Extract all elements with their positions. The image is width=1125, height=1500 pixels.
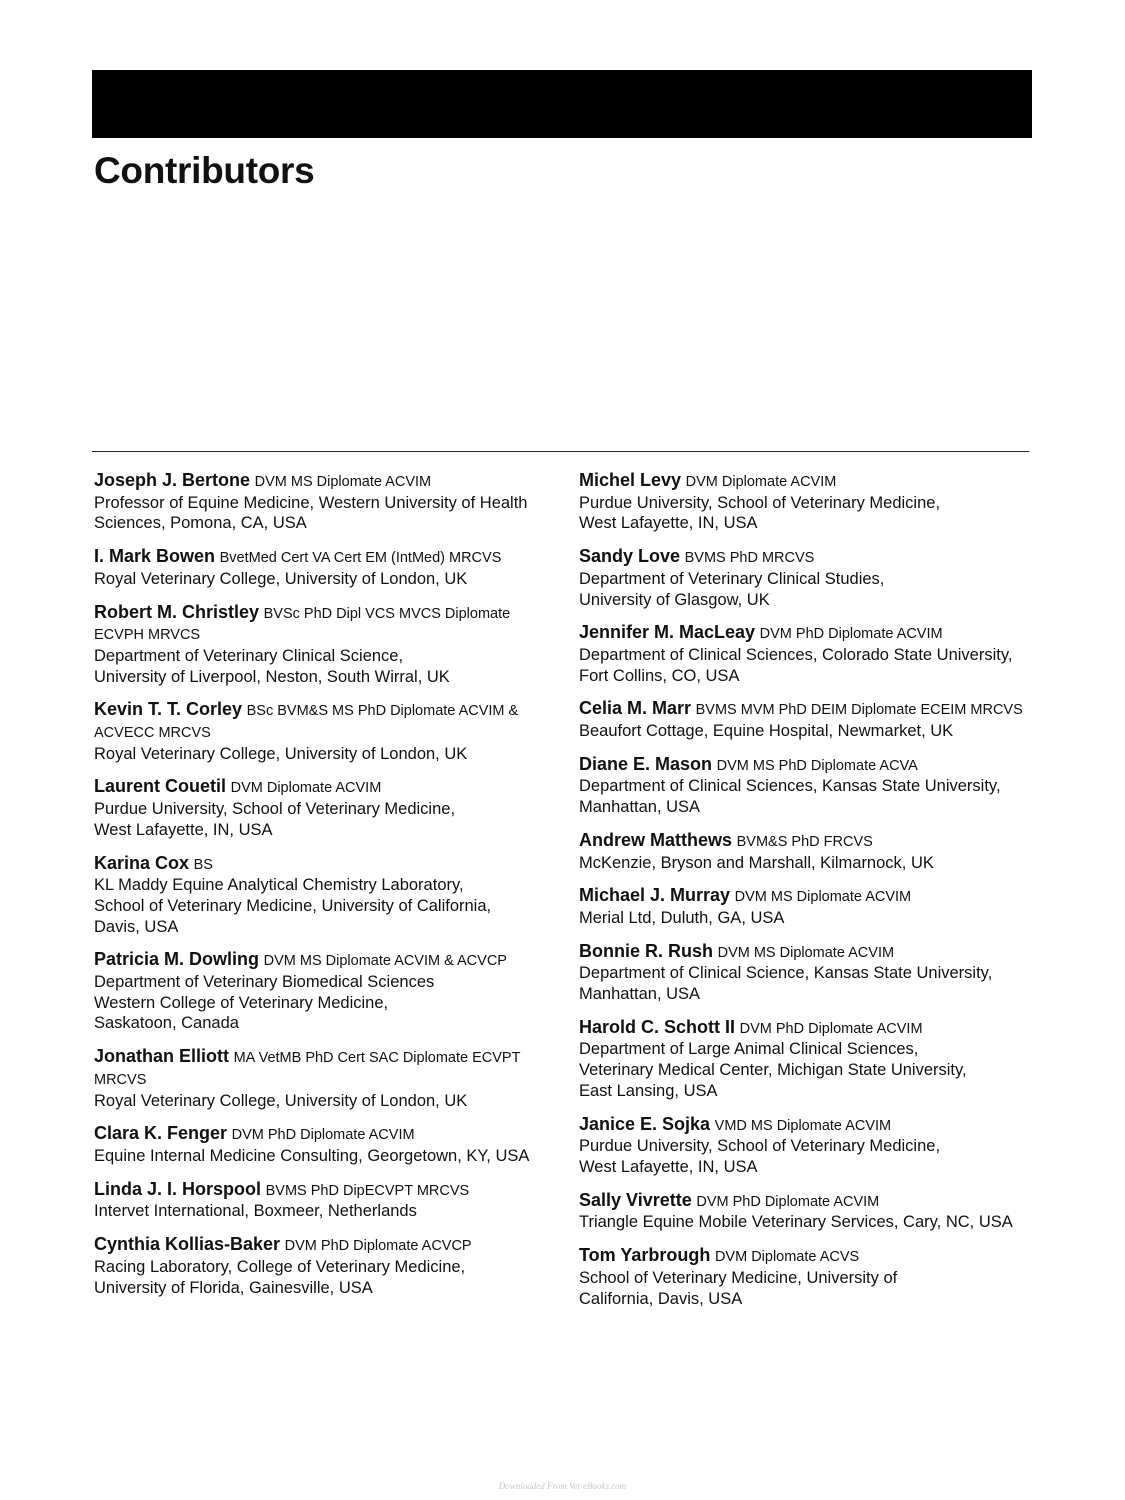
contributor-credentials: DVM PhD Diplomate ACVIM <box>739 1020 923 1037</box>
contributor-name: Cynthia Kollias-Baker <box>94 1234 281 1255</box>
contributor-affiliation-line: Beaufort Cottage, Equine Hospital, Newmarket, UK <box>579 722 954 741</box>
contributor-name: Tom Yarbrough <box>579 1245 711 1266</box>
contributor-affiliation-line: Department of Clinical Science, Kansas State University, <box>579 964 993 983</box>
contributor-entry <box>94 1179 554 1222</box>
contributor-entry <box>94 546 554 589</box>
contributor-affiliation-line: Purdue University, School of Veterinary Medicine, <box>579 493 941 512</box>
contributor-credentials: DVM Diplomate ACVIM <box>685 474 837 490</box>
contributor-name: Bonnie R. Rush <box>579 940 713 961</box>
contributor-credentials: DVM MS Diplomate ACVIM & ACVCP <box>263 953 507 970</box>
contributor-name: Joseph J. Bertone <box>94 470 251 490</box>
contributor-name: Harold C. Schott II <box>579 1016 736 1037</box>
contributor-entry <box>579 1190 1039 1233</box>
contributor-affiliation-line: Merial Ltd, Duluth, GA, USA <box>579 908 785 927</box>
contributor-entry <box>579 1245 1039 1309</box>
contributor-affiliation-line: Department of Veterinary Clinical Studies, <box>579 569 885 588</box>
contributor-credentials: DVM PhD Diplomate ACVIM <box>759 626 943 643</box>
header-black-bar <box>92 70 1032 138</box>
contributor-name: Sandy Love <box>579 546 681 567</box>
contributor-affiliation-line: University of Florida, Gainesville, USA <box>94 1278 373 1297</box>
contributor-entry <box>579 941 1039 1005</box>
contributors-right-column <box>579 470 1039 1321</box>
contributor-credentials: VMD MS Diplomate ACVIM <box>714 1117 892 1134</box>
contributor-credentials: BVM&S PhD FRCVS <box>736 833 873 850</box>
contributor-entry <box>94 602 554 688</box>
contributor-affiliation-line: University of Liverpool, Neston, South Wirral, UK <box>94 667 450 686</box>
contributor-credentials: DVM PhD Diplomate ACVIM <box>696 1193 880 1210</box>
contributor-name: Jennifer M. MacLeay <box>579 622 756 643</box>
contributor-affiliation-line: Davis, USA <box>94 917 179 936</box>
contributor-affiliation-line: McKenzie, Bryson and Marshall, Kilmarnock, UK <box>579 853 934 872</box>
contributor-affiliation-line: Manhattan, USA <box>579 985 701 1004</box>
contributor-entry <box>94 853 554 938</box>
contributor-credentials: BVMS PhD DipECVPT MRCVS <box>265 1182 470 1199</box>
contributor-credentials: DVM Diplomate ACVIM <box>230 780 382 797</box>
contributor-affiliation-line: Intervet International, Boxmeer, Netherlands <box>94 1202 417 1221</box>
contributor-affiliation-line: Equine Internal Medicine Consulting, Georgetown, KY, USA <box>94 1146 530 1165</box>
contributor-affiliation-line: School of Veterinary Medicine, University of <box>579 1268 898 1287</box>
contributor-affiliation-line: Professor of Equine Medicine, Western University of Health <box>94 493 528 512</box>
contributor-affiliation-line: West Lafayette, IN, USA <box>579 514 758 533</box>
contributor-credentials: DVM Diplomate ACVS <box>714 1249 860 1266</box>
contributor-affiliation-line: Western College of Veterinary Medicine, <box>94 993 389 1012</box>
contributor-affiliation-line: Department of Veterinary Biomedical Sciences <box>94 973 435 992</box>
contributor-affiliation-line: KL Maddy Equine Analytical Chemistry Laboratory, <box>94 876 464 895</box>
contributor-entry <box>94 699 554 764</box>
contributor-entry <box>94 470 554 534</box>
contributor-entry <box>579 754 1039 818</box>
contributor-entry <box>579 885 1039 928</box>
contributor-affiliation-line: Royal Veterinary College, University of London, UK <box>94 744 468 763</box>
contributor-entry <box>94 1123 554 1166</box>
contributor-name: I. Mark Bowen <box>94 546 216 567</box>
contributor-affiliation-line: Triangle Equine Mobile Veterinary Services, Cary, NC, USA <box>579 1213 1013 1232</box>
contributor-affiliation-line: West Lafayette, IN, USA <box>579 1157 758 1176</box>
contributor-affiliation-line: Manhattan, USA <box>579 798 701 817</box>
contributor-credentials: BVMS MVM PhD DEIM Diplomate ECEIM MRCVS <box>695 702 1023 719</box>
contributor-credentials: MA VetMB PhD Cert SAC Diplomate ECVPT MRCVS <box>94 1050 521 1088</box>
contributor-entry <box>579 1114 1039 1178</box>
contributor-entry <box>94 1046 554 1111</box>
contributors-left-column <box>94 470 554 1310</box>
contributor-name: Robert M. Christley <box>94 601 260 622</box>
contributor-name: Jonathan Elliott <box>94 1046 229 1067</box>
contributor-name: Patricia M. Dowling <box>94 949 260 970</box>
contributor-affiliation-line: Department of Large Animal Clinical Sciences, <box>579 1040 919 1059</box>
contributor-entry <box>94 776 554 840</box>
contributor-name: Sally Vivrette <box>579 1189 692 1210</box>
contributor-entry <box>579 546 1039 610</box>
contributor-name: Janice E. Sojka <box>579 1113 711 1134</box>
contributor-affiliation-line: Department of Clinical Sciences, Kansas State University, <box>579 777 1001 796</box>
contributor-name: Michael J. Murray <box>579 885 731 906</box>
contributor-credentials: BS <box>193 856 213 873</box>
contributor-credentials: BVSc PhD Dipl VCS MVCS Diplomate ECVPH MRVCS <box>94 605 511 644</box>
contributor-name: Diane E. Mason <box>579 753 713 774</box>
contributor-credentials: BSc BVM&S MS PhD Diplomate ACVIM & ACVECC MRCVS <box>94 703 519 742</box>
contributor-affiliation-line: School of Veterinary Medicine, University of California, <box>94 896 492 915</box>
contributor-affiliation-line: University of Glasgow, UK <box>579 590 770 609</box>
contributor-credentials: DVM MS Diplomate ACVIM <box>717 944 895 961</box>
contributor-affiliation-line: California, Davis, USA <box>579 1289 743 1308</box>
contributor-credentials: DVM MS Diplomate ACVIM <box>734 889 912 906</box>
contributor-entry <box>579 698 1039 741</box>
contributor-credentials: DVM MS PhD Diplomate ACVA <box>716 757 918 774</box>
contributor-affiliation-line: West Lafayette, IN, USA <box>94 820 273 839</box>
contributor-entry <box>579 622 1039 686</box>
contributor-name: Linda J. I. Horspool <box>94 1178 262 1199</box>
contributor-credentials: BVMS PhD MRCVS <box>684 550 815 567</box>
contributor-entry <box>579 470 1039 534</box>
page-title: Contributors <box>94 150 315 191</box>
contributor-affiliation-line: Purdue University, School of Veterinary Medicine, <box>579 1137 941 1156</box>
contributor-affiliation-line: East Lansing, USA <box>579 1081 718 1100</box>
contributor-entry <box>94 949 554 1034</box>
download-watermark: Downloaded From Vet-eBooks.com <box>498 1481 627 1491</box>
contributor-name: Michel Levy <box>579 470 682 490</box>
contributor-affiliation-line: Purdue University, School of Veterinary Medicine, <box>94 800 456 819</box>
contributor-affiliation-line: Department of Clinical Sciences, Colorado State University, <box>579 645 1013 664</box>
contributor-affiliation-line: Department of Veterinary Clinical Science, <box>94 646 404 665</box>
contributor-name: Karina Cox <box>94 852 190 873</box>
contributor-name: Celia M. Marr <box>579 698 692 719</box>
contributor-affiliation-line: Saskatoon, Canada <box>94 1014 239 1033</box>
contributor-credentials: DVM PhD Diplomate ACVIM <box>231 1127 415 1144</box>
section-divider <box>92 451 1029 452</box>
contributor-entry <box>579 1017 1039 1102</box>
contributor-affiliation-line: Fort Collins, CO, USA <box>579 666 740 685</box>
contributor-name: Kevin T. T. Corley <box>94 699 243 720</box>
contributor-credentials: BvetMed Cert VA Cert EM (IntMed) MRCVS <box>219 550 502 567</box>
contributor-affiliation-line: Racing Laboratory, College of Veterinary Medicine, <box>94 1257 466 1276</box>
contributor-affiliation-line: Veterinary Medical Center, Michigan State University, <box>579 1061 967 1080</box>
contributor-entry <box>94 1234 554 1298</box>
contributor-name: Laurent Couetil <box>94 776 227 797</box>
contributor-entry <box>579 830 1039 873</box>
contributor-affiliation-line: Royal Veterinary College, University of London, UK <box>94 1091 468 1110</box>
contributor-credentials: DVM MS Diplomate ACVIM <box>254 474 432 490</box>
contributor-name: Andrew Matthews <box>579 829 733 850</box>
contributor-credentials: DVM PhD Diplomate ACVCP <box>284 1238 472 1255</box>
contributor-affiliation-line: Sciences, Pomona, CA, USA <box>94 514 307 533</box>
contributor-affiliation-line: Royal Veterinary College, University of London, UK <box>94 569 468 588</box>
contributor-name: Clara K. Fenger <box>94 1123 228 1144</box>
